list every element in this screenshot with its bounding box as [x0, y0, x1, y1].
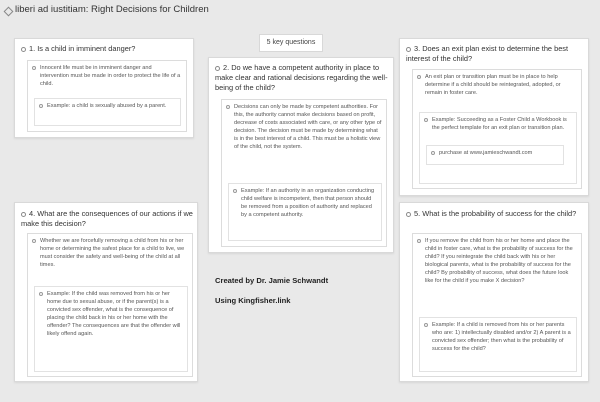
example-text: Example: If an authority in an organization conducting child welfare is incompetent, then that person should be removed from a position of authority and replaced by a competent authority. [241, 188, 375, 218]
question-card-4[interactable] [14, 202, 198, 382]
bullet-icon [215, 66, 220, 71]
purchase-link-node[interactable] [426, 145, 564, 165]
question-card-3[interactable] [399, 38, 589, 196]
question-card-2[interactable] [208, 57, 394, 253]
question-heading [406, 44, 584, 64]
answer-text: An exit plan or transition plan must be in place to help determine if a child should be reintegrated, adopted, or remain in foster care. [425, 74, 561, 96]
purchase-link[interactable]: purchase at www.jamieschwandt.com [439, 150, 533, 156]
example-text: Example: If the child was removed from his or her home due to sexual abuse, or if the parent(s) is a convicted sex offender, what is the consequence of placing the child back in his or her home with the offender? The consequences are that the offender will likely offend again. [47, 291, 181, 337]
example-text: Example: a child is sexually abused by a parent. [47, 103, 167, 109]
question-heading-text: 3. Does an exit plan exist to determine the best interest of the child? [406, 44, 569, 63]
question-heading-text: 1. Is a child in imminent danger? [29, 44, 136, 53]
question-heading-text: 4. What are the consequences of our actions if we make this decision? [21, 209, 193, 228]
example-text: Example: Succeeding as a Foster Child a Workbook is the perfect template for an exit plan or transition plan. [432, 117, 567, 131]
bullet-icon [21, 212, 26, 217]
page-title: liberi ad iustitiam: Right Decisions for Children [15, 4, 209, 15]
credit-author: Created by Dr. Jamie Schwandt [215, 276, 329, 285]
example-node[interactable] [419, 112, 577, 184]
question-heading [406, 209, 584, 219]
example-node[interactable] [34, 98, 181, 126]
answer-node[interactable] [412, 69, 582, 189]
credit-tool: Using Kingfisher.link [215, 296, 291, 305]
question-card-1[interactable] [14, 38, 194, 138]
diamond-icon [4, 7, 14, 17]
bullet-icon [32, 239, 36, 243]
answer-text: Innocent life must be in imminent danger and intervention must be made in order to protect the life of a child. [40, 65, 181, 87]
bullet-icon [424, 323, 428, 327]
answer-node[interactable] [221, 99, 387, 247]
bullet-icon [406, 212, 411, 217]
bullet-icon [39, 292, 43, 296]
bullet-icon [417, 239, 421, 243]
answer-node[interactable] [27, 60, 187, 132]
bullet-icon [417, 75, 421, 79]
bullet-icon [424, 118, 428, 122]
question-heading [21, 209, 193, 229]
answer-text: If you remove the child from his or her home and place the child in foster care, what is the probability of success for the child? If you reintegrate the child back with his or her biological parents, what is the probability of success for the child? By probability of success, what does the future look like for the child if you make X decision? [425, 238, 573, 284]
bullet-icon [39, 104, 43, 108]
answer-node[interactable] [412, 233, 582, 377]
question-card-5[interactable] [399, 202, 589, 382]
bullet-icon [233, 189, 237, 193]
question-heading [21, 44, 191, 54]
question-heading-text: 5. What is the probability of success for the child? [414, 209, 577, 218]
example-node[interactable] [34, 286, 188, 372]
answer-text: Whether we are forcefully removing a child from his or her home or determining the safest place for a child to live, we must consider the safety and well-being of the child at all times. [40, 238, 185, 268]
bullet-icon [226, 105, 230, 109]
bullet-icon [21, 47, 26, 52]
answer-text: Decisions can only be made by competent authorities. For this, the authority cannot make decisions based on profit, decrease of costs associated with care, or any other type of decision. The decision must be made by determining what is in the best interest of a child. This must be a holistic view of the child, not the system. [234, 104, 382, 150]
answer-node[interactable] [27, 233, 193, 377]
example-text: Example: If a child is removed from his or her parents who are: 1) intellectually disabled and/or 2) A parent is a convicted sex offender; then what is the probability of success for the child? [432, 322, 571, 352]
question-heading-text: 2. Do we have a competent authority in place to make clear and rational decisions regarding the well-being of the child? [215, 63, 388, 92]
bullet-icon [431, 151, 435, 155]
example-node[interactable] [419, 317, 577, 372]
question-heading [215, 63, 389, 93]
bullet-icon [32, 66, 36, 70]
bullet-icon [406, 47, 411, 52]
key-questions-button[interactable]: 5 key questions [259, 34, 323, 52]
example-node[interactable] [228, 183, 382, 241]
